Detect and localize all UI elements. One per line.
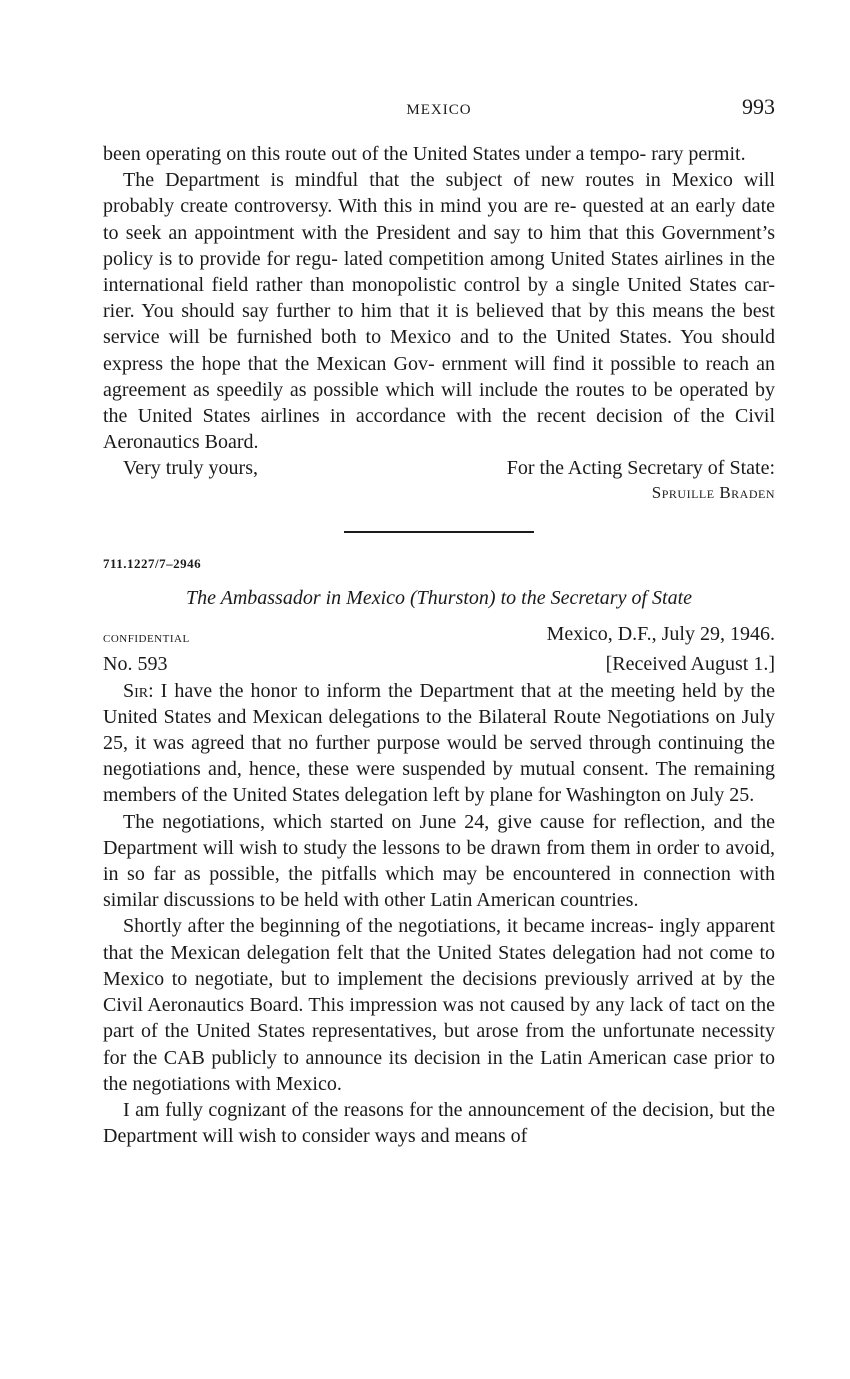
file-number: 711.1227/7–2946	[103, 555, 202, 571]
page-header	[103, 94, 775, 126]
meta-row-1	[103, 621, 775, 651]
paragraph: Shortly after the beginning of the negotiations, it became increas- ingly apparent that the Mexican delegation felt that the United States delegation had not come to Mexico to negotiate, but to implement the decisions previously arrived at by the Civil Aeronautics Board. This impression was not caused by any lack of tact on the part of the United States representatives, but arose from the unfortunate necessity for the CAB publicly to announce its decision in the Latin American case prior to the negotiations with Mexico.	[103, 915, 775, 1095]
carryover-paragraph: been operating on this route out of the United States under a tempo- rary permit.	[103, 143, 746, 165]
signer-name: Spruille Braden	[651, 482, 775, 502]
paragraph	[103, 678, 775, 809]
paragraph: The Department is mindful that the subject of new routes in Mexico will probably create controversy. With this in mind you are re- quested at an early date to seek an appointment with the President and say to him that this Government’s policy is to provide for regu- lated competition among United States airlines in the international field rather than monopolistic control by a single United States car- rier. You should say further to him that it is believed that by this means the best service will be furnished both to Mexico and to the United States. You should express the hope that the Mexican Gov- ernment will find it possible to reach an agreement as speedily as possible which will include the routes to be operated by the United States airlines in accordance with the recent decision of the Civil Aeronautics Board.	[103, 169, 775, 454]
paragraph: I am fully cognizant of the reasons for the announcement of the decision, but the Department will wish to consider ways and means of	[103, 1098, 775, 1148]
received-date: [Received August 1.]	[605, 653, 775, 676]
despatch-number: No. 593	[103, 653, 168, 676]
salutation: Sir	[123, 679, 149, 702]
document-title: The Ambassador in Mexico (Thurston) to the Secretary of State	[185, 587, 693, 610]
dateline: Mexico, D.F., July 29, 1946.	[546, 623, 775, 646]
classification: confidential	[103, 630, 190, 647]
valediction: Very truly yours,	[123, 457, 258, 480]
paragraph: The negotiations, which started on June 24, give cause for reflection, and the Department will wish to study the lessons to be drawn from them in order to avoid, in so far as possible, the pitfalls which may be encountered in connection with similar discussions to be held with other Latin American countries.	[103, 810, 775, 912]
page-body	[103, 141, 775, 1149]
section-divider	[344, 531, 534, 533]
paragraph-text: : I have the honor to inform the Department that at the meeting held by the United States and Mexican delegations to the Bilateral Route Negotiations on July 25, it was agreed that no further purpose would be served through continuing the negotiations and, hence, these were suspended by mutual consent. The remaining members of the United States delegation left by plane for Washington on July 25.	[103, 679, 775, 807]
page-number: 993	[742, 94, 775, 119]
closing	[103, 455, 775, 481]
meta-row-2	[103, 651, 775, 677]
signatory-line: For the Acting Secretary of State:	[506, 457, 775, 480]
running-head: MEXICO	[406, 102, 472, 118]
